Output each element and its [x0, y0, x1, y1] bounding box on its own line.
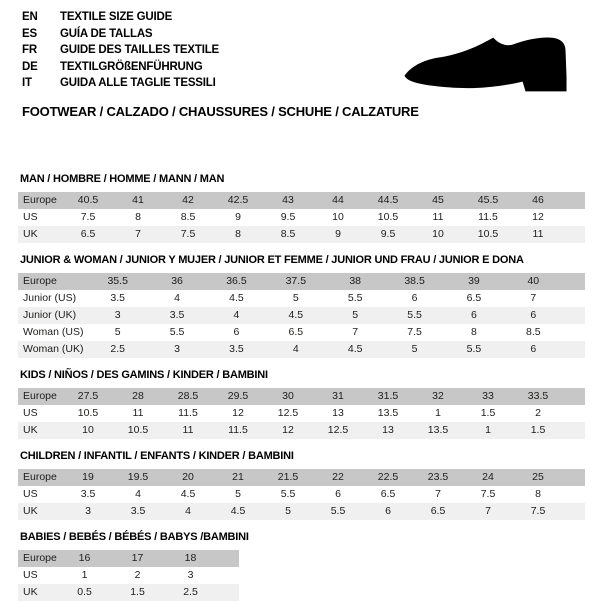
table-row — [18, 567, 239, 584]
size-cell: 43 — [263, 192, 313, 209]
row-label: US — [23, 407, 38, 419]
spacer-cell — [217, 567, 239, 584]
row-label: Europe — [18, 550, 58, 567]
size-table-kids — [18, 388, 585, 439]
size-cell: 2.5 — [164, 584, 217, 601]
size-cell: 6.5 — [466, 292, 482, 304]
size-cell: 12 — [263, 422, 313, 439]
size-cell: 10.5 — [77, 407, 99, 419]
spacer-cell — [563, 405, 585, 422]
size-cell: 7 — [463, 503, 513, 520]
size-cell: 10.5 — [113, 422, 163, 439]
table-title: CHILDREN / INFANTIL / ENFANTS / KINDER / BAMBINI — [20, 449, 294, 462]
size-cell: 45 — [413, 192, 463, 209]
size-cell: 46 — [513, 192, 563, 209]
size-cell: 4.5 — [213, 503, 263, 520]
size-cell: 10 — [413, 226, 463, 243]
row-label: Europe — [18, 388, 63, 405]
language-code: IT — [22, 77, 32, 89]
size-cell: 6.5 — [380, 488, 396, 500]
size-cell: 4 — [207, 307, 266, 324]
size-cell: 6.5 — [413, 503, 463, 520]
size-cell: 11 — [513, 226, 563, 243]
size-cell: 7.5 — [513, 503, 563, 520]
size-cell: 3 — [187, 569, 194, 581]
table-row — [18, 192, 585, 209]
row-label: UK — [18, 226, 63, 243]
size-cell: 6 — [233, 326, 240, 338]
size-cell: 16 — [58, 550, 111, 567]
size-cell: 33 — [463, 388, 513, 405]
size-cell: 31 — [313, 388, 363, 405]
size-cell: 5 — [263, 503, 313, 520]
size-table-babies — [18, 550, 239, 601]
language-code: FR — [22, 44, 37, 56]
spacer-cell — [563, 341, 585, 358]
size-cell: 7.5 — [407, 326, 422, 338]
table-row — [18, 307, 585, 324]
size-cell: 8.5 — [526, 326, 541, 338]
size-cell: 4.5 — [266, 307, 325, 324]
size-cell: 8.5 — [263, 226, 313, 243]
size-cell: 45.5 — [463, 192, 513, 209]
size-cell: 6.5 — [288, 326, 304, 338]
size-cell: 4 — [174, 292, 180, 304]
size-cell: 8 — [535, 488, 541, 500]
row-label: Junior (US) — [23, 292, 77, 304]
table-row — [18, 405, 585, 422]
size-table-section-babies — [18, 531, 600, 601]
size-cell: 11 — [132, 407, 144, 419]
table-row — [18, 486, 585, 503]
row-label: UK — [18, 503, 63, 520]
size-cell: 7.5 — [163, 226, 213, 243]
size-table-section-children — [18, 450, 600, 520]
size-cell: 4.5 — [326, 341, 385, 358]
size-cell: 8 — [135, 211, 141, 223]
table-title: MAN / HOMBRE / HOMME / MANN / MAN — [20, 172, 225, 185]
size-cell: 5.5 — [347, 292, 363, 304]
size-cell: 12 — [232, 407, 244, 419]
size-cell: 18 — [164, 550, 217, 567]
size-cell: 6 — [335, 488, 341, 500]
size-cell: 2 — [134, 569, 141, 581]
table-row — [18, 273, 585, 290]
size-cell: 3.5 — [207, 341, 266, 358]
size-cell: 21 — [213, 469, 263, 486]
size-cell: 40 — [504, 273, 563, 290]
spacer-cell — [563, 290, 585, 307]
size-cell: 6 — [504, 341, 563, 358]
size-cell: 10.5 — [377, 211, 399, 223]
size-cell: 5 — [114, 326, 121, 338]
table-row — [18, 290, 585, 307]
size-cell: 12.5 — [313, 422, 363, 439]
size-cell: 42.5 — [213, 192, 263, 209]
size-cell: 8 — [471, 326, 477, 338]
size-cell: 5 — [326, 307, 385, 324]
size-table-junior-woman — [18, 273, 585, 358]
spacer-cell — [563, 469, 585, 486]
size-cell: 10 — [332, 211, 344, 223]
row-label: Europe — [18, 469, 63, 486]
size-cell: 11.5 — [178, 407, 198, 419]
table-row — [18, 209, 585, 226]
size-cell: 3.5 — [80, 488, 96, 500]
row-label: US — [23, 211, 38, 223]
size-cell: 5.5 — [313, 503, 363, 520]
spacer-cell — [563, 273, 585, 290]
size-cell: 6 — [504, 307, 563, 324]
size-cell: 41 — [113, 192, 163, 209]
size-cell: 19.5 — [113, 469, 163, 486]
table-row — [18, 422, 585, 439]
size-cell: 1 — [435, 407, 441, 419]
category-title: FOOTWEAR / CALZADO / CHAUSSURES / SCHUHE / CALZATURE — [22, 103, 419, 119]
row-label: Woman (US) — [23, 326, 84, 338]
size-cell: 44.5 — [363, 192, 413, 209]
size-cell: 40.5 — [63, 192, 113, 209]
size-cell: 4.5 — [229, 292, 244, 304]
table-title: BABIES / BEBÉS / BÉBÉS / BABYS /BAMBINI — [20, 530, 249, 543]
spacer-cell — [217, 550, 239, 567]
size-cell: 11.5 — [213, 422, 263, 439]
table-row — [18, 469, 585, 486]
size-cell: 11 — [163, 422, 213, 439]
size-cell: 42 — [163, 192, 213, 209]
spacer-cell — [563, 226, 585, 243]
size-table-section-kids — [18, 369, 600, 439]
size-table-children — [18, 469, 585, 520]
spacer-cell — [563, 209, 585, 226]
size-table-man — [18, 192, 585, 243]
size-cell: 9.5 — [280, 211, 296, 223]
size-cell: 9 — [235, 211, 241, 223]
size-cell: 4.5 — [180, 488, 196, 500]
size-cell: 6 — [444, 307, 503, 324]
size-cell: 13 — [363, 422, 413, 439]
size-cell: 10 — [63, 422, 113, 439]
spacer-cell — [563, 503, 585, 520]
size-cell: 22 — [313, 469, 363, 486]
size-cell: 23.5 — [413, 469, 463, 486]
size-cell: 21.5 — [263, 469, 313, 486]
size-cell: 5 — [385, 341, 444, 358]
language-code: DE — [22, 60, 38, 73]
size-cell: 19 — [63, 469, 113, 486]
size-cell: 31.5 — [363, 388, 413, 405]
size-cell: 1.5 — [111, 584, 164, 601]
size-cell: 3 — [88, 307, 147, 324]
size-cell: 9.5 — [363, 226, 413, 243]
table-row — [18, 226, 585, 243]
size-cell: 29.5 — [213, 388, 263, 405]
size-cell: 7 — [352, 326, 359, 338]
size-cell: 44 — [313, 192, 363, 209]
spacer-cell — [563, 307, 585, 324]
size-cell: 39 — [444, 273, 503, 290]
size-cell: 20 — [163, 469, 213, 486]
table-row — [18, 324, 585, 341]
size-cell: 5.5 — [444, 341, 503, 358]
size-cell: 22.5 — [363, 469, 413, 486]
size-cell: 9 — [313, 226, 363, 243]
language-label: GUIDA ALLE TAGLIE TESSILI — [60, 77, 216, 89]
size-cell: 8.5 — [180, 211, 196, 223]
size-cell: 1.5 — [480, 407, 496, 419]
language-label: TEXTILGRÖßENFÜHRUNG — [60, 60, 203, 73]
language-label: TEXTILE SIZE GUIDE — [60, 11, 173, 23]
size-cell: 28.5 — [163, 388, 213, 405]
language-label: GUÍA DE TALLAS — [60, 27, 153, 40]
size-cell: 13 — [332, 407, 344, 419]
size-table-section-man — [18, 173, 600, 243]
size-cell: 2.5 — [88, 341, 147, 358]
size-cell: 7 — [530, 292, 537, 304]
row-label: Europe — [18, 192, 63, 209]
size-cell: 1.5 — [513, 422, 563, 439]
size-cell: 7.5 — [480, 488, 496, 500]
size-cell: 30 — [263, 388, 313, 405]
size-cell: 11 — [432, 211, 444, 223]
size-cell: 11.5 — [478, 211, 498, 223]
size-cell: 2 — [535, 407, 541, 419]
row-label: UK — [18, 422, 63, 439]
table-row — [18, 341, 585, 358]
size-cell: 4 — [135, 488, 141, 500]
size-cell: 6 — [411, 292, 418, 304]
size-cell: 4 — [266, 341, 325, 358]
size-cell: 33.5 — [513, 388, 563, 405]
spacer-cell — [217, 584, 239, 601]
language-code: ES — [22, 27, 37, 40]
size-cell: 28 — [113, 388, 163, 405]
spacer-cell — [563, 422, 585, 439]
size-cell: 32 — [413, 388, 463, 405]
row-label: Woman (UK) — [18, 341, 88, 358]
size-tables — [18, 173, 600, 601]
size-cell: 37.5 — [266, 273, 325, 290]
size-cell: 5.5 — [280, 488, 296, 500]
size-cell: 8 — [213, 226, 263, 243]
table-row — [18, 503, 585, 520]
spacer-cell — [563, 486, 585, 503]
language-label: GUIDE DES TAILLES TEXTILE — [60, 44, 219, 56]
size-cell: 17 — [111, 550, 164, 567]
size-cell: 1 — [463, 422, 513, 439]
table-row — [18, 550, 239, 567]
size-cell: 12.5 — [277, 407, 299, 419]
spacer-cell — [563, 388, 585, 405]
size-cell: 3 — [63, 503, 113, 520]
size-cell: 25 — [513, 469, 563, 486]
size-cell: 5.5 — [169, 326, 185, 338]
table-row — [18, 388, 585, 405]
size-cell: 12 — [532, 211, 544, 223]
size-cell: 3.5 — [147, 307, 206, 324]
size-table-section-junior-woman — [18, 254, 600, 358]
size-cell: 35.5 — [88, 273, 147, 290]
size-cell: 7 — [435, 488, 441, 500]
spacer-cell — [563, 192, 585, 209]
table-title: KIDS / NIÑOS / DES GAMINS / KINDER / BAMBINI — [20, 368, 268, 381]
language-code: EN — [22, 11, 38, 23]
size-cell: 3.5 — [110, 292, 125, 304]
size-cell: 0.5 — [58, 584, 111, 601]
size-cell: 5 — [292, 292, 299, 304]
size-cell: 4 — [163, 503, 213, 520]
table-row — [18, 584, 239, 601]
size-cell: 24 — [463, 469, 513, 486]
size-cell: 5 — [235, 488, 241, 500]
size-cell: 6 — [363, 503, 413, 520]
row-label: Europe — [18, 273, 88, 290]
row-label: US — [23, 569, 38, 581]
row-label: US — [23, 488, 38, 500]
size-cell: 13.5 — [413, 422, 463, 439]
size-cell: 13.5 — [377, 407, 399, 419]
size-cell: 3 — [147, 341, 206, 358]
table-title: JUNIOR & WOMAN / JUNIOR Y MUJER / JUNIOR ET FEMME / JUNIOR UND FRAU / JUNIOR E DONA — [20, 253, 524, 266]
size-cell: 7.5 — [80, 211, 96, 223]
size-cell: 10.5 — [463, 226, 513, 243]
spacer-cell — [563, 324, 585, 341]
size-cell: 5.5 — [385, 307, 444, 324]
size-cell: 1 — [81, 569, 88, 581]
size-cell: 27.5 — [63, 388, 113, 405]
row-label: Junior (UK) — [18, 307, 88, 324]
size-cell: 6.5 — [63, 226, 113, 243]
row-label: UK — [18, 584, 58, 601]
size-cell: 38 — [326, 273, 385, 290]
dress-shoe-icon — [383, 20, 588, 108]
size-cell: 3.5 — [113, 503, 163, 520]
size-cell: 7 — [113, 226, 163, 243]
size-cell: 38.5 — [385, 273, 444, 290]
size-cell: 36 — [147, 273, 206, 290]
size-cell: 36.5 — [207, 273, 266, 290]
